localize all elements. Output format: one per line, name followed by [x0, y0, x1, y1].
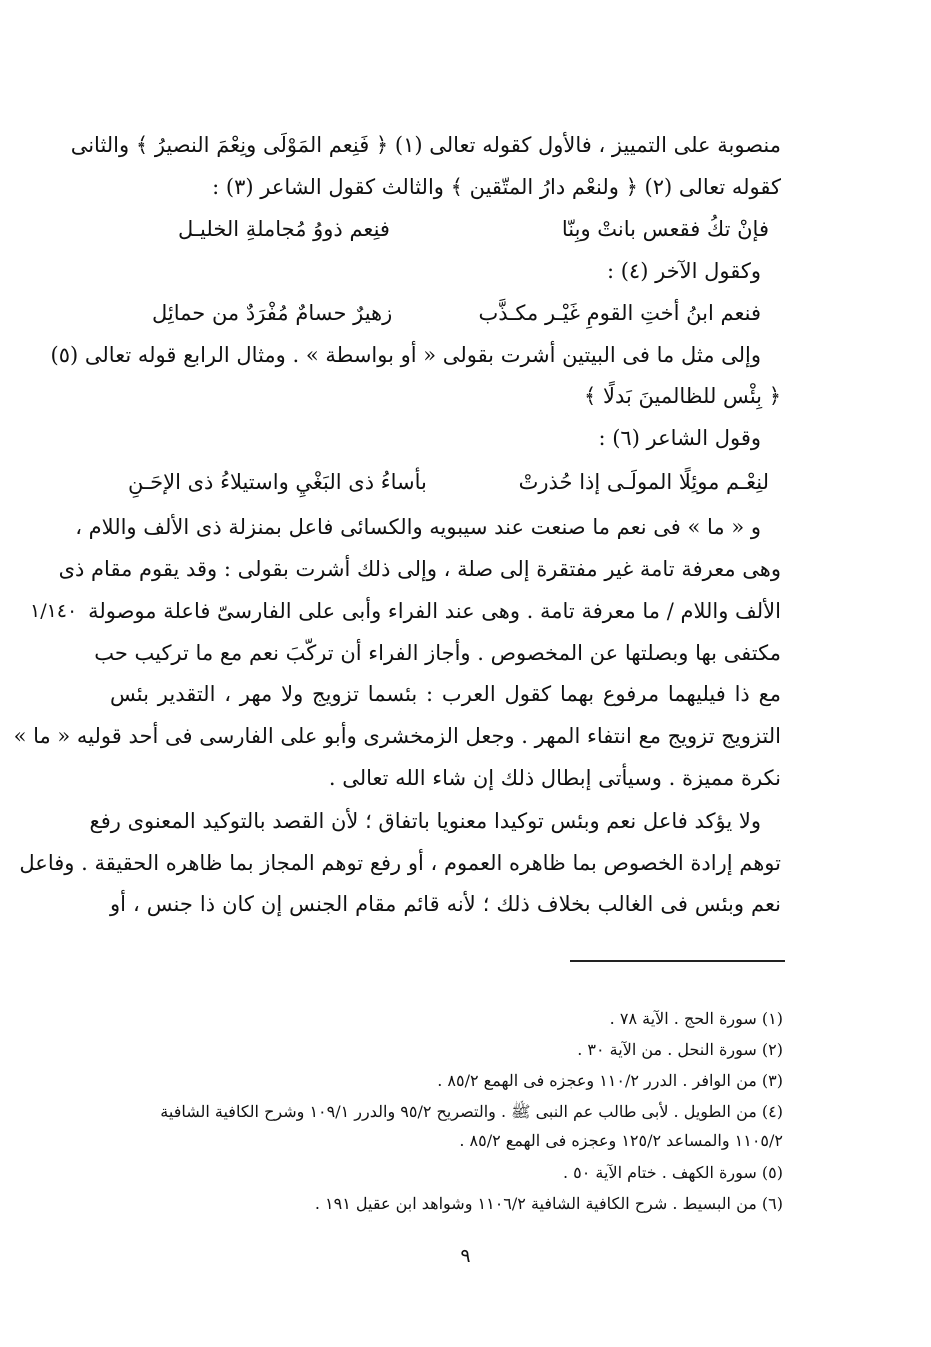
body-line-4: وإلى مثل ما فى البيتين أشرت بقولى « أو بواسطة » . ومثال الرابع قوله تعالى (٥): [50, 343, 761, 367]
footnote-2: (٢) سورة النحل . من الآية ٣٠ .: [577, 1040, 783, 1059]
footnote-3: (٣) من الوافر . الدرر ١١٠/٢ وعجزه فى الهمع ٨٥/٢ .: [437, 1071, 783, 1090]
body-line-7: و « ما » فى نعم ما صنعت عند سيبويه والكسائى فاعل بمنزلة ذى الألف واللام ،: [75, 515, 761, 539]
body-line-8: وهى معرفة تامة غير مفتقرة إلى صلة ، وإلى ذلك أشرت بقولى : وقد يقوم مقام ذى: [58, 557, 781, 581]
body-line-16: نعم وبئس فى الغالب بخلاف ذلك ؛ لأنه قائم مقام الجنس إن كان ذا جنس ، أو: [110, 892, 781, 916]
body-line-5: ﴿ بِئْس للظالمينَ بَدلًا ﴾: [584, 384, 781, 408]
body-line-12: التزويج تزويج مع انتفاء المهر . وجعل الزمخشرى وأبو على الفارسى فى أحد قوليه « ما »: [13, 724, 781, 748]
body-line-13: نكرة مميزة . وسيأتى إبطال ذلك إن شاء الله تعالى .: [328, 766, 781, 790]
body-line-15: توهم إرادة الخصوص بما ظاهره العموم ، أو رفع توهم المجاز بما ظاهره الحقيقة . وفاعل: [19, 851, 781, 875]
footnote-4-continued: ١١٠٥/٢ والمساعد ١٢٥/٢ وعجزه فى الهمع ٨٥/٢ .: [459, 1131, 783, 1150]
verse-1-second-hemistich: فنِعم ذووُ مُجاملةِ الخليـل: [178, 217, 390, 241]
body-line-2: كقوله تعالى (٢) ﴿ ولنعْم دارُ المتّقين ﴾ والثالث كقول الشاعر (٣) :: [212, 175, 781, 199]
page-number: ٩: [460, 1245, 471, 1267]
verse-2-second-hemistich: زهيرٌ حسامٌ مُفْرَدٌ من حمائِل: [152, 301, 393, 325]
footnote-1: (١) سورة الحج . الآية ٧٨ .: [609, 1009, 783, 1028]
verse-3-first-hemistich: لنِعْـم موئِلًا المولَـى إذا حُذرتْ: [518, 470, 769, 494]
footnote-separator: [570, 960, 785, 962]
verse-1-first-hemistich: فإنْ تكُ فقعس بانتْ وبِنّا: [561, 217, 769, 241]
body-line-10: مكتفى بها وبصلتها عن المخصوص . وأجاز الفراء أن تركّبَ نعم مع ما تركيب حب: [94, 641, 781, 665]
body-line-1: منصوبة على التمييز ، فالأول كقوله تعالى (١) ﴿ فَنِعم المَوْلَى ونِعْمَ النصيرُ ﴾ والثانى: [70, 133, 781, 157]
footnote-5: (٥) سورة الكهف . ختام الآية ٥٠ .: [562, 1163, 783, 1182]
body-line-3: وكقول الآخر (٤) :: [606, 259, 761, 283]
verse-2-first-hemistich: فنعم ابنُ أختِ القومِ غَيْـر مكـذَّب: [478, 301, 761, 325]
body-line-6: وقول الشاعر (٦) :: [598, 426, 761, 450]
body-line-11: مع ذا فيليهما مرفوع بهما كقول العرب : بئسما تزويج ولا مهر ، التقدير بئس: [110, 682, 781, 706]
margin-folio-note: ١/١٤٠: [30, 600, 78, 622]
footnote-4: (٤) من الطويل . لأبى طالب عم النبى ﷺ . والتصريح ٩٥/٢ والدرر ١٠٩/١ وشرح الكافية الشافية: [160, 1102, 783, 1121]
body-line-9: الألف واللام / ما معرفة تامة . وهى عند الفراء وأبى على الفارسىّ فاعلة موصولة: [88, 599, 781, 623]
body-line-14: ولا يؤكد فاعل نعم وبئس توكيدا معنويا باتفاق ؛ لأن القصد بالتوكيد المعنوى رفع: [89, 809, 761, 833]
footnote-6: (٦) من البسيط . شرح الكافية الشافية ١١٠٦/٢ وشواهد ابن عقيل ١٩١ .: [314, 1194, 783, 1213]
verse-3-second-hemistich: بأساءُ ذى البَغْيِ واستيلاءُ ذى الإحَـنِ: [128, 470, 427, 494]
